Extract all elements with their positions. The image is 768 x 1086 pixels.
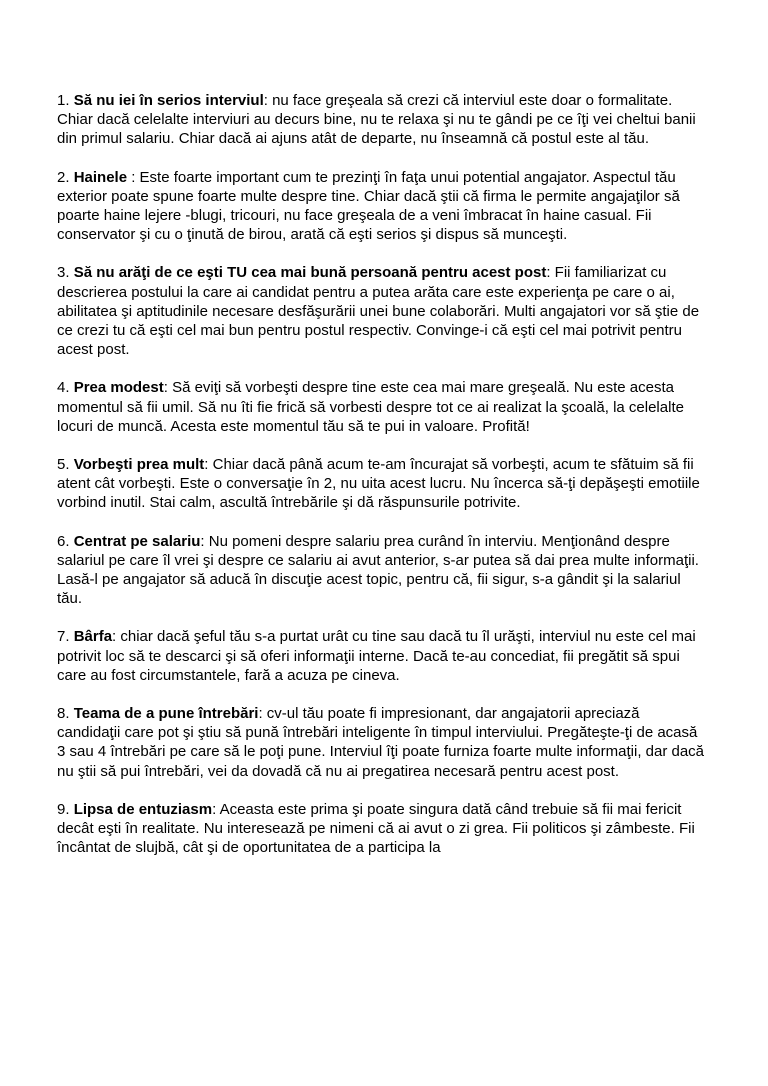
item-title: Bârfa [73, 628, 113, 646]
item-number: 9. [57, 800, 74, 818]
paragraph-1 [57, 91, 707, 149]
item-text: : Aceasta este prima şi poate singura dată când trebuie să fii mai fericit decât eşti în realitate. Nu interesează pe nimeni că ai avut o zi grea. Fii politicos şi zâmbeste. Fii încântat de slujbă, cât şi de oportunitatea de a participa la [57, 800, 695, 857]
item-title: Teama de a pune întrebări [73, 705, 259, 723]
item-title: Hainele [73, 168, 128, 186]
item-number: 6. [57, 532, 74, 550]
item-number: 8. [57, 705, 74, 723]
item-number: 3. [57, 264, 74, 282]
paragraph-9 [57, 800, 707, 858]
item-title: Să nu iei în serios interviul [73, 92, 264, 109]
item-text: : Fii familiarizat cu descrierea postului la care ai candidat pentru a putea arăta care este experienţa pe care o ai, abilitatea şi aptitudinile necesare desfăşurării unei bune colaborări. Multi angajatori vor să ştie de ce crezi tu că eşti cel mai bun pentru postul respectiv. Convinge-i că eşti cel mai potrivit pentru acest post. [57, 264, 700, 359]
paragraph-3 [57, 263, 707, 359]
item-text: : chiar dacă şeful tău s-a purtat urât cu tine sau dacă tu îl urăşti, interviul nu este cel mai potrivit loc să te descarci şi să oferi informaţii interne. Dacă te-au concediat, fii pregătit să spui care au fost circumstantele, fară a acuza pe cineva. [57, 628, 696, 684]
paragraph-8 [57, 704, 707, 781]
item-number: 1. [57, 92, 74, 109]
item-title: Centrat pe salariu [73, 532, 201, 550]
paragraph-2 [57, 168, 707, 245]
item-text: : nu face greşeala să crezi că interviul este doar o formalitate. Chiar dacă celelalte interviuri au decurs bine, nu te relaxa şi nu te gândi pe ce îţi vei cheltui banii din primul salariu. Chiar dacă ai ajuns atât de departe, nu înseamnă că postul este al tău. [57, 92, 696, 148]
item-text: : Este foarte important cum te prezinţi în faţa unui potential angajator. Aspectul tău exterior poate spune foarte multe despre tine. Chiar dacă ştii că firma le permite angajaţilor să poarte haine lejere -blugi, tricouri, nu face greşeala de a veni îmbracat în haine casual. Fii conservator şi cu o ţinută de birou, arată că eşti serios şi dispus să munceşti. [57, 168, 680, 244]
item-title: Vorbeşti prea mult [73, 456, 205, 474]
item-text: : cv-ul tău poate fi impresionant, dar angajatorii apreciază candidaţii care pot şi ştiu să pună întrebări inteligente în timpul interviului. Pregăteşte-ţi de acasă 3 sau 4 întrebări pe care să le poţi pune. Interviul îţi poate furniza foarte multe informaţii, dar dacă nu ştii să pui întrebări, vei da dovadă că nu ai pregatirea necesară pentru acest post. [57, 705, 705, 780]
item-text: : Nu pomeni despre salariu prea curând în interviu. Menţionând despre salariul pe care îl vrei şi despre ce salariu ai avut anterior, s-ar putea să dai prea multe informaţii. Lasă-l pe angajator să aducă în discuţie acest topic, pentru că, fii sigur, s-a gândit şi la salariul tău. [57, 532, 699, 608]
item-number: 7. [57, 628, 74, 646]
item-title: Lipsa de entuziasm [73, 800, 213, 818]
paragraph-5 [57, 455, 707, 513]
paragraph-4 [57, 378, 707, 436]
paragraph-6 [57, 532, 707, 609]
item-title: Să nu arăţi de ce eşti TU cea mai bună persoană pentru acest post [73, 264, 547, 282]
item-title: Prea modest [73, 379, 164, 397]
item-text: : Chiar dacă până acum te-am încurajat să vorbeşti, acum te sfătuim să fii atent cât vorbeşti. Este o conversaţie în 2, nu uita acest lucru. Nu încerca să-ţi depăşeşti emotiile vorbind inutil. Stai calm, ascultă întrebările şi dă răspunsurile potrivite. [57, 456, 700, 512]
item-text: : Să eviţi să vorbeşti despre tine este cea mai mare greşeală. Nu este acesta momentul să fii umil. Să nu îti fie frică să vorbesti despre tot ce ai realizat la şcoală, la celelalte locuri de muncă. Acesta este momentul tău să te pui in valoare. Profită! [57, 379, 684, 435]
item-number: 4. [57, 379, 74, 397]
item-number: 2. [57, 168, 74, 186]
document-page [57, 91, 707, 877]
paragraph-7 [57, 627, 707, 685]
item-number: 5. [57, 456, 74, 474]
